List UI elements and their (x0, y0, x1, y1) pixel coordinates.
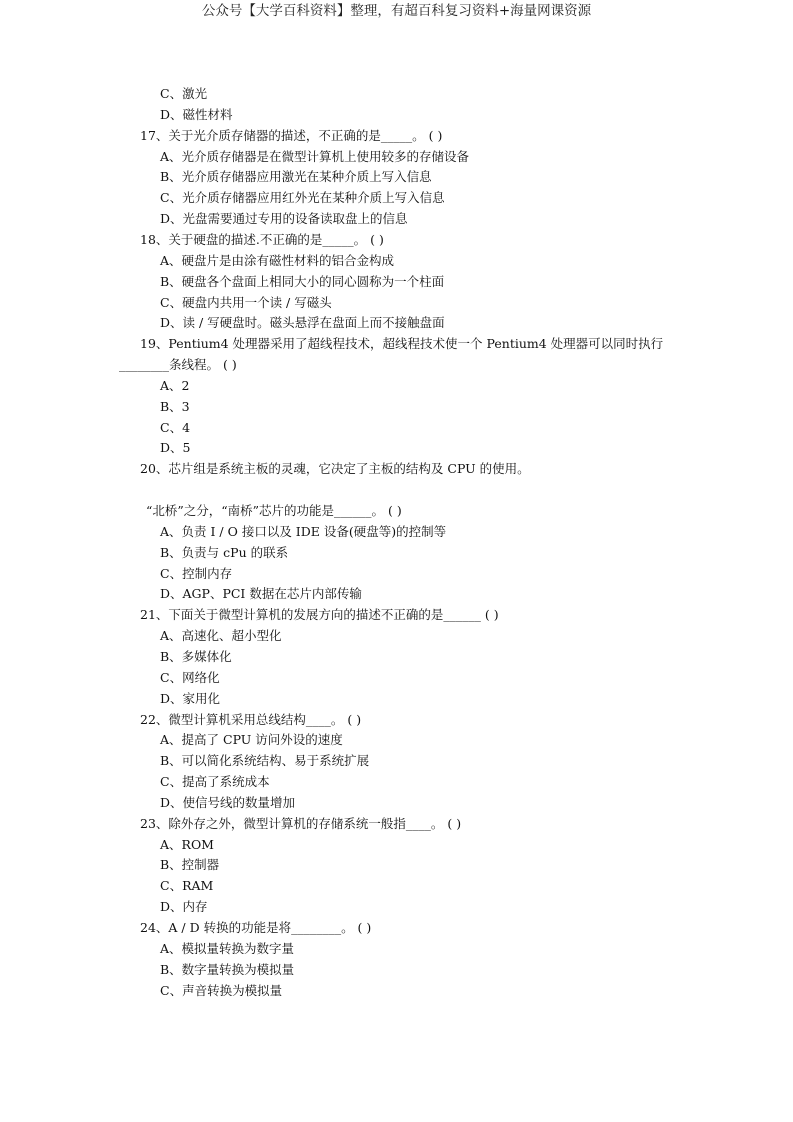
question-stem: 19、Pentium4 处理器采用了超线程技术，超线程技术使一个 Pentium4 处理器可以同时执行 (140, 336, 664, 352)
answer-option: C、RAM (160, 878, 214, 894)
answer-option: B、硬盘各个盘面上相同大小的同心圆称为一个柱面 (160, 273, 445, 289)
answer-option: B、控制器 (160, 857, 220, 873)
answer-option: B、光介质存储器应用激光在某种介质上写入信息 (160, 169, 432, 185)
answer-option: D、家用化 (160, 690, 221, 706)
answer-option: D、5 (160, 440, 191, 456)
answer-option: B、多媒体化 (160, 648, 232, 664)
question-stem: 21、下面关于微型计算机的发展方向的描述不正确的是______ ( ) (140, 607, 499, 623)
answer-option: C、控制内存 (160, 565, 233, 581)
answer-option: C、网络化 (160, 669, 220, 685)
question-stem: 22、微型计算机采用总线结构____。 ( ) (140, 711, 362, 727)
answer-option: A、模拟量转换为数字量 (160, 940, 295, 956)
answer-option: C、4 (160, 419, 191, 435)
answer-option: D、读 / 写硬盘时。磁头悬浮在盘面上而不接触盘面 (160, 315, 445, 331)
answer-option: C、声音转换为模拟量 (160, 982, 283, 998)
answer-option: A、高速化、超小型化 (160, 628, 282, 644)
answer-option: A、2 (160, 377, 190, 393)
answer-option: B、负责与 cPu 的联系 (160, 544, 289, 560)
answer-option: D、光盘需要通过专用的设备读取盘上的信息 (160, 211, 408, 227)
question-stem: 17、关于光介质存储器的描述，不正确的是_____。 ( ) (140, 127, 443, 143)
answer-option: A、光介质存储器是在微型计算机上使用较多的存储设备 (160, 148, 470, 164)
answer-option: D、内存 (160, 899, 208, 915)
answer-option: B、可以简化系统结构、易于系统扩展 (160, 753, 370, 769)
answer-option: B、数字量转换为模拟量 (160, 961, 295, 977)
question-stem: 24、A / D 转换的功能是将________。 ( ) (140, 920, 372, 935)
question-continuation: ________条线程。 ( ) (119, 357, 237, 373)
answer-option: A、ROM (160, 836, 214, 852)
answer-option: B、3 (160, 398, 190, 414)
answer-option: D、AGP、PCI 数据在芯片内部传输 (160, 586, 362, 602)
question-stem: 23、除外存之外，微型计算机的存储系统一般指____。 ( ) (140, 815, 462, 831)
question-stem: 18、关于硬盘的描述.不正确的是_____。 ( ) (140, 231, 384, 247)
answer-option: C、硬盘内共用一个读 / 写磁头 (160, 294, 332, 310)
answer-option: A、提高了 CPU 访问外设的速度 (160, 732, 343, 748)
answer-option: A、硬盘片是由涂有磁性材料的铝合金构成 (160, 252, 395, 268)
answer-option: C、光介质存储器应用红外光在某种介质上写入信息 (160, 190, 445, 206)
answer-option: A、负责 I / O 接口以及 IDE 设备(硬盘等)的控制等 (160, 523, 447, 539)
answer-option: C、激光 (160, 86, 208, 101)
answer-option: D、磁性材料 (160, 106, 233, 122)
answer-option: D、使信号线的数量增加 (160, 794, 296, 810)
question-continuation: “北桥”之分，“南桥”芯片的功能是______。 ( ) (146, 503, 402, 518)
question-stem: 20、芯片组是系统主板的灵魂，它决定了主板的结构及 CPU 的使用。 (140, 461, 530, 477)
page-header: 公众号【大学百科资料】整理，有超百科复习资料+海量网课资源 (201, 3, 592, 19)
answer-option: C、提高了系统成本 (160, 774, 270, 790)
